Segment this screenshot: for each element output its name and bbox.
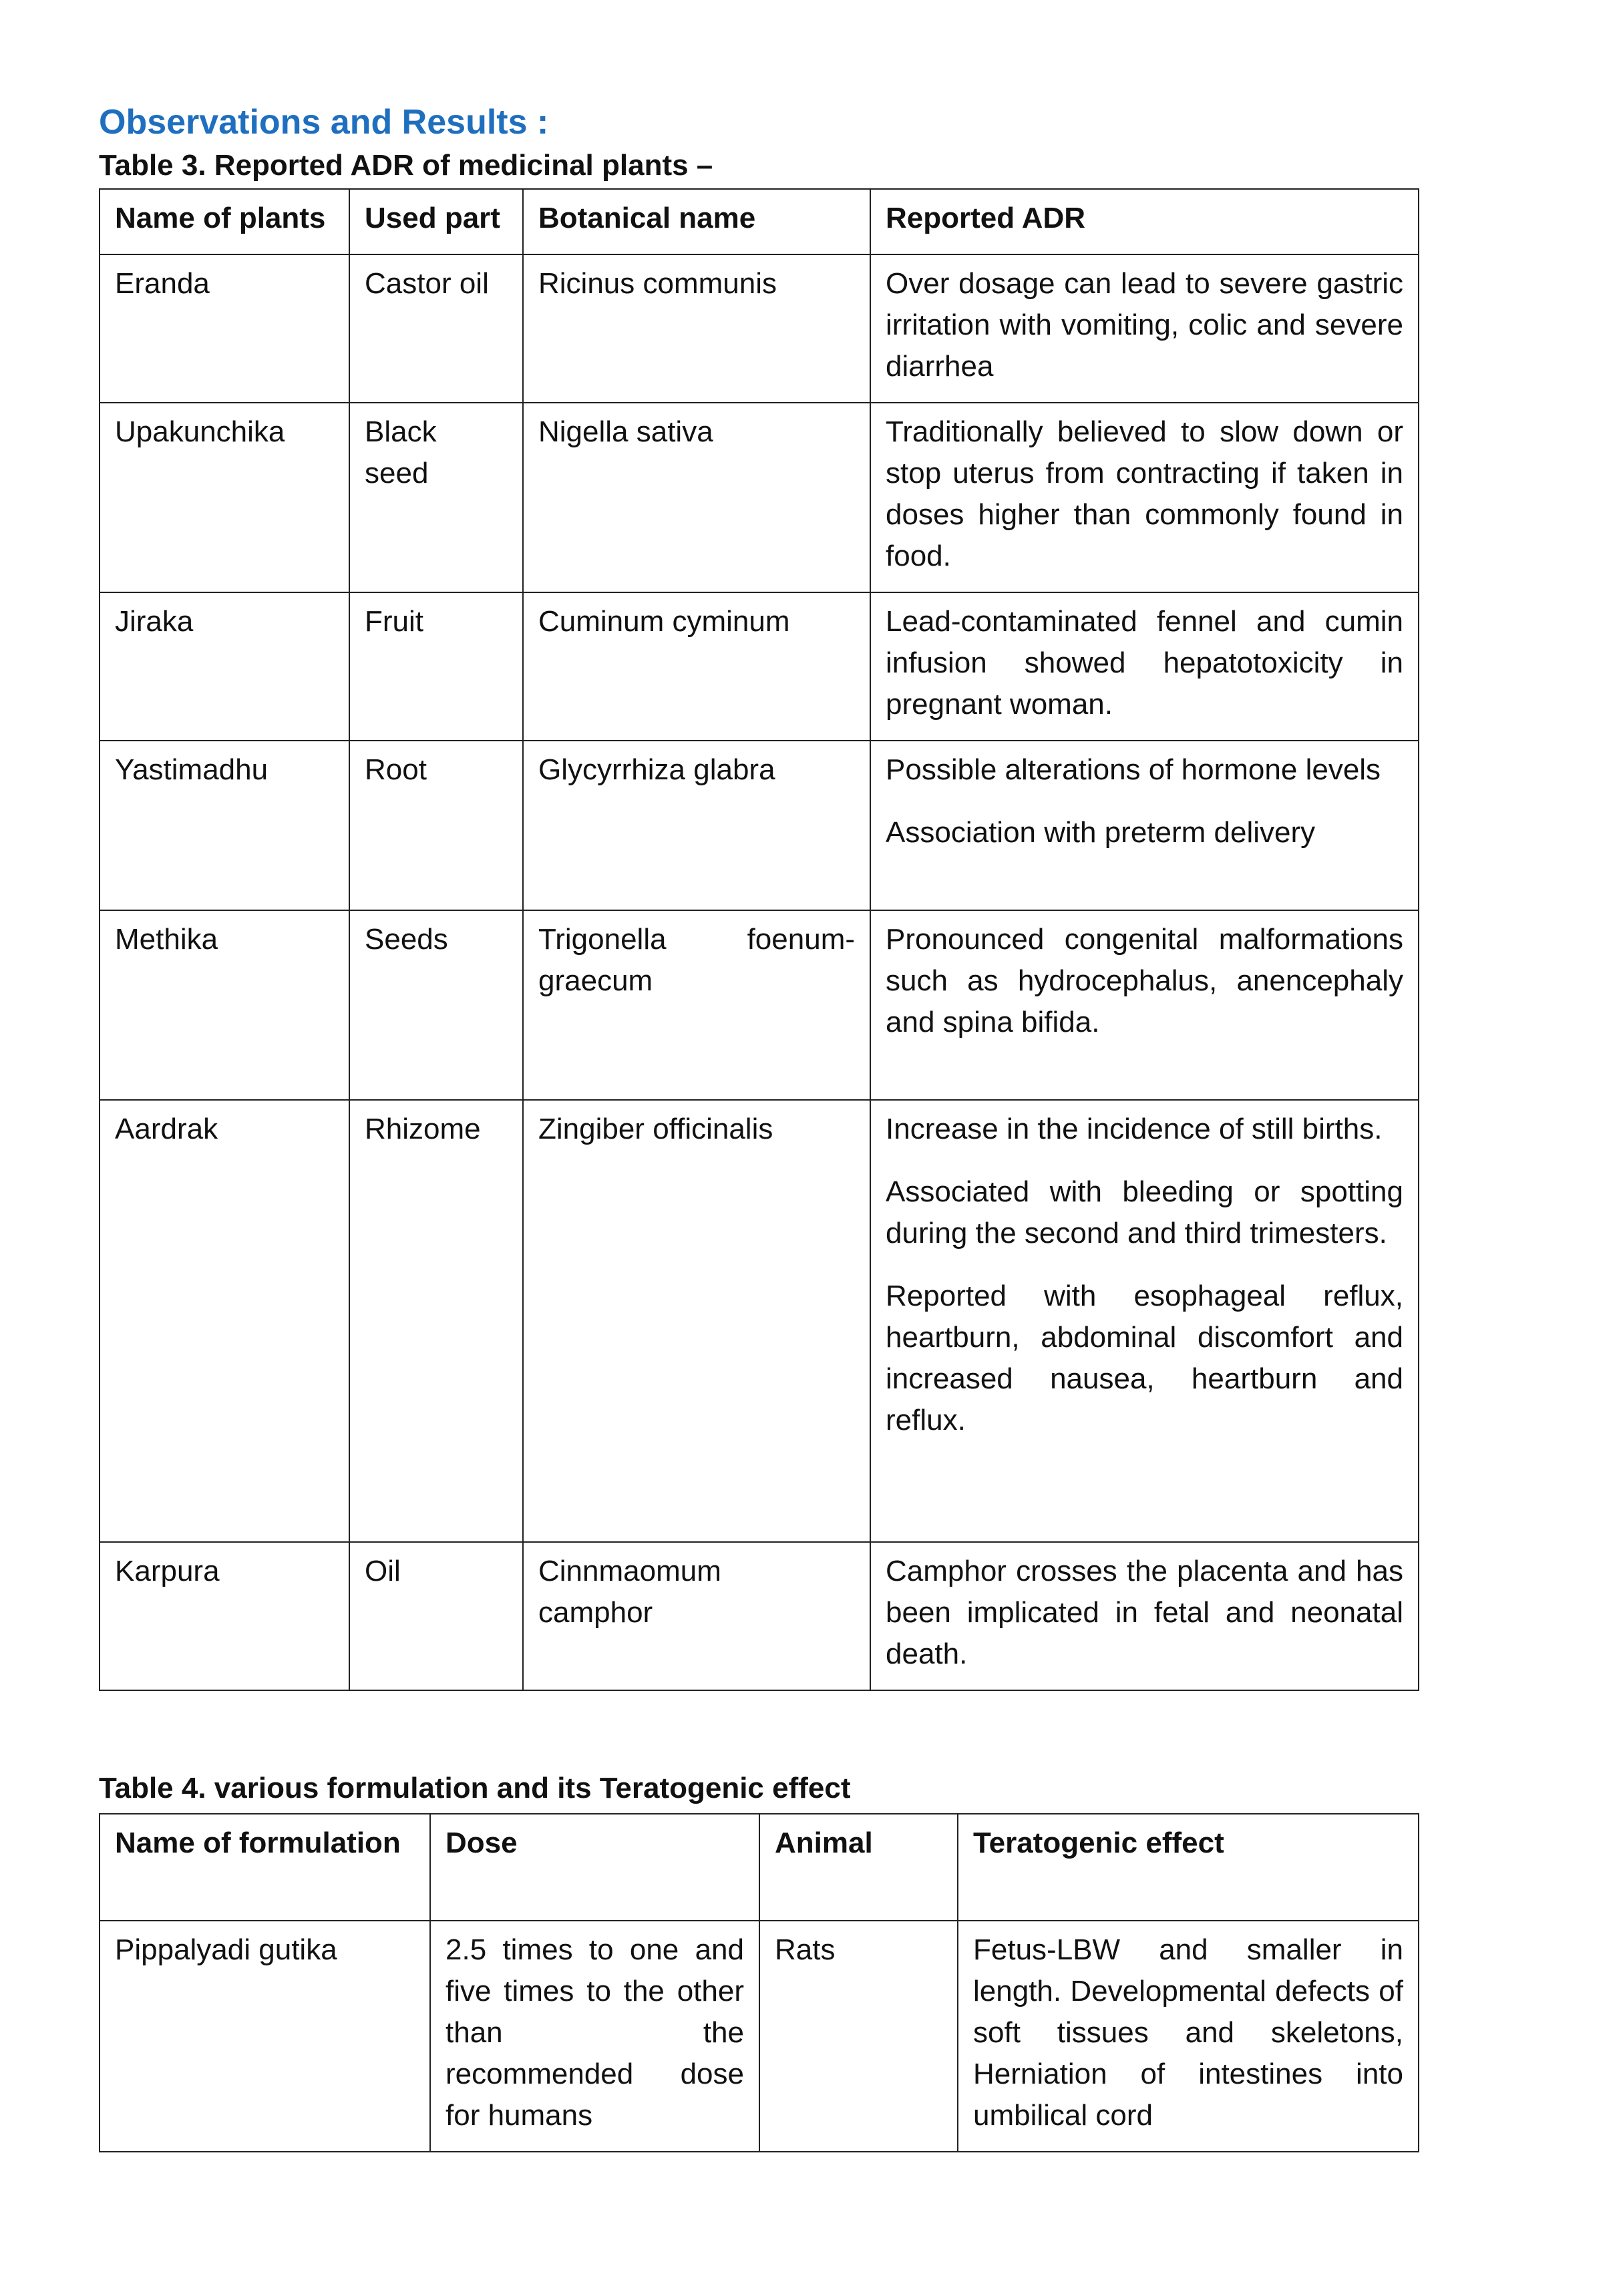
table-header-row xyxy=(100,189,1419,254)
used-part: Castor oil xyxy=(349,254,523,403)
col-header-dose: Dose xyxy=(430,1814,759,1921)
col-header-formulation: Name of formulation xyxy=(100,1814,430,1921)
adr-text: Camphor crosses the placenta and has been implicated in fetal and neonatal death. xyxy=(886,1555,1403,1670)
botanical-name: Trigonella foenum-graecum xyxy=(523,910,870,1100)
table-row xyxy=(100,1921,1419,2152)
table4-caption: Table 4. various formulation and its Teratogenic effect xyxy=(99,1772,851,1804)
adr-text: Association with preterm delivery xyxy=(886,816,1316,849)
plant-name: Jiraka xyxy=(100,592,349,741)
adr-text: Pronounced congenital malformations such as hydrocephalus, anencephaly and spina bifida. xyxy=(886,923,1403,1038)
table-row xyxy=(100,592,1419,741)
table-row xyxy=(100,254,1419,403)
plant-name: Aardrak xyxy=(100,1100,349,1542)
botanical-name: Ricinus communis xyxy=(523,254,870,403)
botanical-name: Cinnmaomum camphor xyxy=(523,1542,870,1690)
plant-name: Upakunchika xyxy=(100,403,349,592)
plant-name: Methika xyxy=(100,910,349,1100)
adr-text: Traditionally believed to slow down or stop uterus from contracting if taken in doses higher than commonly found in food. xyxy=(886,415,1403,572)
formulation-name: Pippalyadi gutika xyxy=(100,1921,430,2152)
col-header-name: Name of plants xyxy=(100,189,349,254)
reported-adr xyxy=(870,910,1419,1100)
table-row xyxy=(100,1100,1419,1542)
table-header-row xyxy=(100,1814,1419,1921)
adr-text: Increase in the incidence of still births. xyxy=(886,1113,1383,1145)
reported-adr xyxy=(870,592,1419,741)
botanical-name: Nigella sativa xyxy=(523,403,870,592)
botanical-name: Glycyrrhiza glabra xyxy=(523,741,870,910)
col-header-animal: Animal xyxy=(759,1814,958,1921)
col-header-part: Used part xyxy=(349,189,523,254)
teratogenic-effect: Fetus-LBW and smaller in length. Developmental defects of soft tissues and skeletons, Herniation of intestines into umbilical cord xyxy=(958,1921,1419,2152)
plant-name: Yastimadhu xyxy=(100,741,349,910)
plant-name: Eranda xyxy=(100,254,349,403)
reported-adr xyxy=(870,1542,1419,1690)
reported-adr xyxy=(870,254,1419,403)
adr-text: Lead-contaminated fennel and cumin infusion showed hepatotoxicity in pregnant woman. xyxy=(886,605,1403,721)
section-heading: Observations and Results : xyxy=(99,103,549,142)
table-row xyxy=(100,403,1419,592)
animal: Rats xyxy=(759,1921,958,2152)
table-row xyxy=(100,741,1419,910)
teratogenic-table xyxy=(99,1813,1419,2152)
table3-caption: Table 3. Reported ADR of medicinal plants – xyxy=(99,149,713,182)
adr-table xyxy=(99,188,1419,1691)
plant-name: Karpura xyxy=(100,1542,349,1690)
reported-adr xyxy=(870,1100,1419,1542)
dose: 2.5 times to one and five times to the other than the recommended dose for humans xyxy=(430,1921,759,2152)
used-part: Seeds xyxy=(349,910,523,1100)
adr-text: Associated with bleeding or spotting during the second and third trimesters. xyxy=(886,1175,1403,1250)
adr-text: Possible alterations of hormone levels xyxy=(886,753,1381,786)
botanical-name: Cuminum cyminum xyxy=(523,592,870,741)
table-row xyxy=(100,910,1419,1100)
reported-adr xyxy=(870,403,1419,592)
used-part: Fruit xyxy=(349,592,523,741)
table-row xyxy=(100,1542,1419,1690)
adr-text: Over dosage can lead to severe gastric irritation with vomiting, colic and severe diarrhea xyxy=(886,267,1403,383)
used-part: Oil xyxy=(349,1542,523,1690)
botanical-name: Zingiber officinalis xyxy=(523,1100,870,1542)
used-part: Rhizome xyxy=(349,1100,523,1542)
used-part: Root xyxy=(349,741,523,910)
col-header-effect: Teratogenic effect xyxy=(958,1814,1419,1921)
used-part: Black seed xyxy=(349,403,523,592)
adr-text: Reported with esophageal reflux, heartburn, abdominal discomfort and increased nausea, heartburn and reflux. xyxy=(886,1280,1403,1437)
col-header-botanical: Botanical name xyxy=(523,189,870,254)
reported-adr xyxy=(870,741,1419,910)
col-header-adr: Reported ADR xyxy=(870,189,1419,254)
